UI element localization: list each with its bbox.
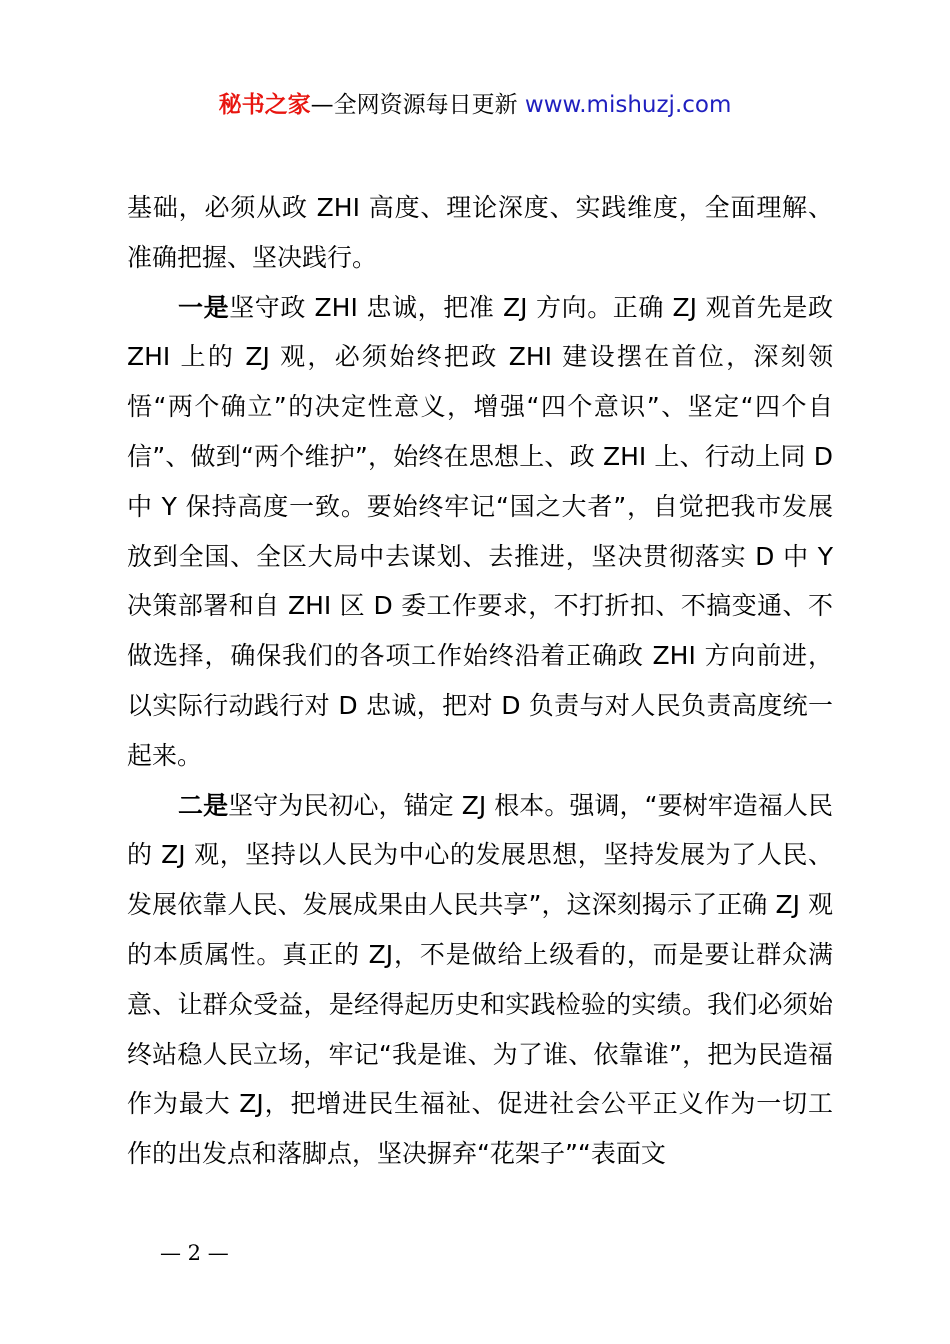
- paragraph-text: 坚守为民初心，锚定 ZJ 根本。强调，“要树牢造福人民的 ZJ 观，坚持以人民为中心的发展思想，坚持发展为了人民、发展依靠人民、发展成果由人民共享”，这深刻揭示了正确 ZJ 观的本质属性。真正的 ZJ，不是做给上级看的，而是要让群众满意、让群众受益，是经得起历史和实践检验的实绩。我们必须始终站稳人民立场，牢记“我是谁、为了谁、依靠谁”，把为民造福作为最大 ZJ，把增进民生福祉、促进社会公平正义作为一切工作的出发点和落脚点，坚决摒弃“花架子”“表面文: [127, 790, 833, 1169]
- site-brand: 秘书之家: [218, 92, 311, 118]
- page-number: — 2 —: [160, 1241, 229, 1265]
- document-body: [127, 183, 833, 1179]
- site-tagline: —全网资源每日更新: [310, 92, 525, 118]
- paragraph-point-two: [127, 781, 833, 1179]
- paragraph-lead: 一是: [178, 292, 230, 322]
- paragraph-text: 坚守政 ZHI 忠诚，把准 ZJ 方向。正确 ZJ 观首先是政 ZHI 上的 ZJ 观，必须始终把政 ZHI 建设摆在首位，深刻领悟“两个确立”的决定性意义，增强“四个意识”、坚定“四个自信”、做到“两个维护”，始终在思想上、政 ZHI 上、行动上同 D 中 Y 保持高度一致。要始终牢记“国之大者”，自觉把我市发展放到全国、全区大局中去谋划、去推进，坚决贯彻落实 D 中 Y 决策部署和自 ZHI 区 D 委工作要求，不打折扣、不搞变通、不做选择，确保我们的各项工作始终沿着正确政 ZHI 方向前进，以实际行动践行对 D 忠诚，把对 D 负责与对人民负责高度统一起来。: [127, 292, 833, 770]
- paragraph-point-one: [127, 283, 833, 781]
- paragraph-text: 基础，必须从政 ZHI 高度、理论深度、实践维度，全面理解、准确把握、坚决践行。: [127, 193, 833, 272]
- site-header: [0, 88, 950, 122]
- paragraph-continuation: [127, 183, 833, 283]
- paragraph-lead: 二是: [178, 790, 229, 820]
- site-url-link[interactable]: www.mishuzj.com: [524, 92, 732, 118]
